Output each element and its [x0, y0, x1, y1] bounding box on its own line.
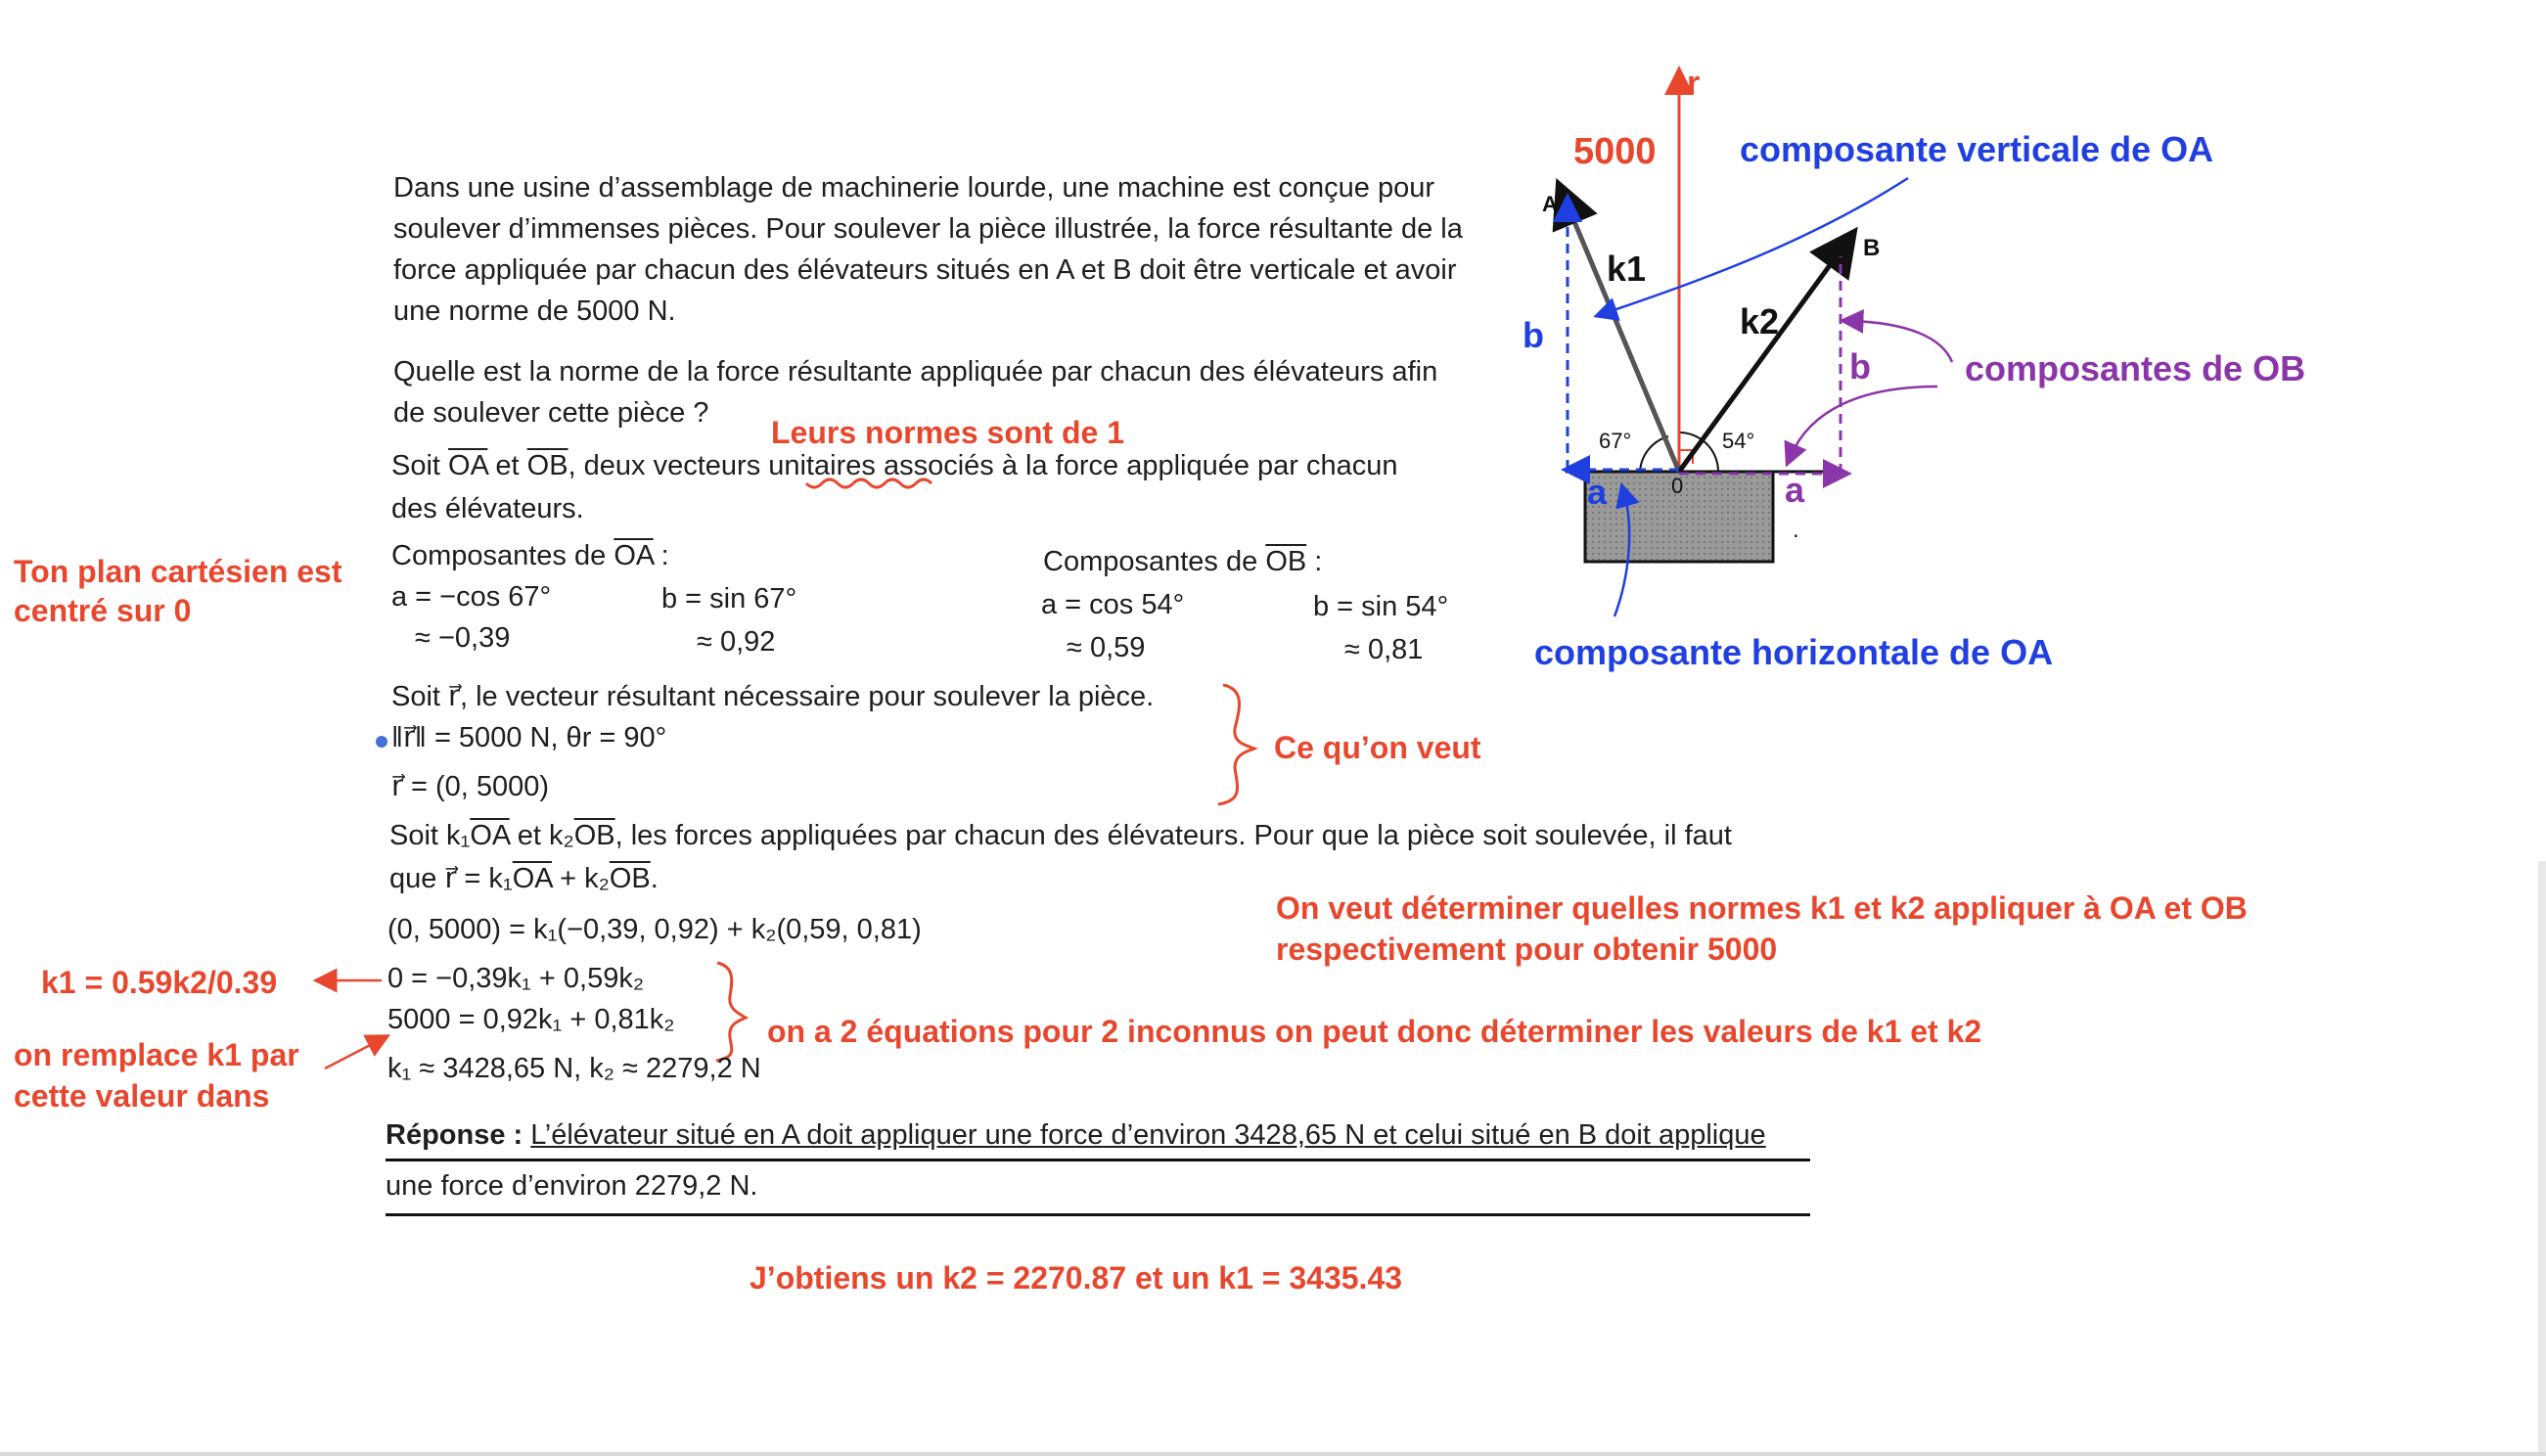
r-vector: r⃗ = (0, 5000) [391, 771, 550, 802]
oa-header-vector: $\overline{OA}$ [614, 540, 654, 571]
label-vertical-oa: composante verticale de OA [1740, 129, 2214, 169]
ob-header [1043, 546, 1322, 578]
ob-a: a = cos 54° [1041, 589, 1185, 620]
label-O: 0 [1671, 474, 1684, 498]
label-dot: . [1793, 517, 1799, 543]
intro-line-3: force appliquée par chacun des élévateurs situés en A et B doit être verticale et avoir [393, 254, 1457, 286]
k-line-2-oa: $\overline{OA}$ [512, 863, 553, 894]
annotation-k1-expression: k1 = 0.59k2/0.39 [41, 965, 278, 1000]
label-B: B [1863, 235, 1881, 261]
equation-1: 0 = −0,39k₁ + 0,59k₂ [387, 963, 645, 994]
annotation-remplace-2: cette valeur dans [14, 1078, 270, 1114]
k-line-1-oa: $\overline{OA}$ [470, 820, 510, 851]
label-k2: k2 [1740, 301, 1780, 341]
equation-main: (0, 5000) = k₁(−0,39, 0,92) + k₂(0,59, 0,81) [387, 914, 922, 945]
label-angle-67: 67° [1599, 429, 1632, 453]
label-b-left: b [1523, 315, 1544, 355]
ob-vector [1679, 247, 1843, 472]
equation-2: 5000 = 0,92k₁ + 0,81k₂ [387, 1004, 675, 1035]
vector-oa: $\overline{OA}$ [448, 450, 488, 481]
result-line: k₁ ≈ 3428,65 N, k₂ ≈ 2279,2 N [387, 1053, 761, 1084]
oa-a-value: ≈ −0,39 [415, 622, 511, 654]
annotation-remplace-1: on remplace k1 par [14, 1037, 299, 1072]
label-k1: k1 [1607, 249, 1647, 289]
annotation-determiner-1: On veut déterminer quelles normes k1 et k2 appliquer à OA et OB [1276, 890, 2248, 926]
annotation-determiner-2: respectivement pour obtenir 5000 [1276, 932, 1778, 967]
label-a-left: a [1587, 472, 1608, 512]
ob-a-pointer [1791, 387, 1937, 456]
ob-a-value: ≈ 0,59 [1067, 632, 1146, 663]
k-line-2-a: que r⃗ = k₁ [389, 863, 513, 894]
soit-line [391, 450, 1398, 482]
answer-rule-2 [386, 1213, 1810, 1216]
k-line-1-a: Soit k₁ [389, 820, 471, 851]
annotation-ce-qu-on-veut: Ce qu’on veut [1274, 730, 1481, 765]
k-line-2-c: . [650, 863, 659, 894]
annotation-deux-equations: on a 2 équations pour 2 inconnus on peut donc déterminer les valeurs de k1 et k2 [767, 1014, 1982, 1049]
label-composantes-ob: composantes de OB [1965, 348, 2306, 388]
question-line-1: Quelle est la norme de la force résultante appliquée par chacun des élévateurs afin [393, 356, 1438, 387]
label-5000: 5000 [1573, 131, 1657, 172]
label-b-right: b [1849, 346, 1871, 387]
r-norm: ‖r⃗‖ = 5000 N, θr = 90° [391, 722, 667, 753]
et-part: et [487, 450, 527, 481]
intro-line-4: une norme de 5000 N. [393, 296, 676, 327]
annotation-normes: Leurs normes sont de 1 [771, 415, 1124, 450]
intro-line-1: Dans une usine d’assemblage de machinerie lourde, une machine est conçue pour [393, 172, 1434, 204]
associes-part: associés à la force appliquée par chacun [875, 450, 1398, 481]
answer-line-2: une force d’environ 2279,2 N. [386, 1170, 758, 1202]
soit-line-2: des élévateurs. [391, 493, 584, 524]
intro-line-2: soulever d’immenses pièces. Pour soulever la pièce illustrée, la force résultante de la [393, 213, 1463, 245]
right-edge-shadow [2538, 861, 2546, 1456]
ob-b: b = sin 54° [1313, 591, 1449, 622]
annotation-obtiens: J’obtiens un k2 = 2270.87 et un k1 = 3435.43 [750, 1260, 1403, 1296]
answer-label: Réponse : [386, 1119, 523, 1151]
answer-rule-1 [386, 1159, 1810, 1161]
ob-b-value: ≈ 0,81 [1344, 634, 1424, 665]
blue-dot [376, 736, 387, 748]
oa-header-colon: : [653, 540, 669, 571]
oa-a: a = −cos 67° [391, 581, 552, 613]
k-line-1-b: et k₂ [509, 820, 574, 851]
remplace-pointer [325, 1040, 380, 1069]
annotation-plan-1: Ton plan cartésien est [14, 554, 342, 589]
bottom-edge [0, 1452, 2546, 1456]
ob-header-colon: : [1306, 546, 1323, 577]
soit-part: Soit [391, 450, 449, 481]
answer-line-1 [386, 1119, 1766, 1152]
question-line-2: de soulever cette pièce ? [393, 397, 709, 429]
label-a-right: a [1785, 470, 1805, 510]
label-horizontal-oa: composante horizontale de OA [1534, 632, 2054, 672]
unitaires-word: unitaires [768, 450, 876, 481]
label-A: A [1542, 192, 1558, 216]
k-line-2-b: + k₂ [552, 863, 610, 894]
brace-ce-qu-on-veut [1218, 685, 1254, 804]
label-angle-54: 54° [1722, 429, 1755, 453]
ob-header-text: Composantes de [1043, 546, 1266, 577]
oa-header-text: Composantes de [391, 540, 614, 571]
oa-header [391, 540, 669, 572]
k-line-1-c: , les forces appliquées par chacun des élévateurs. Pour que la pièce soit soulevée, il faut [614, 820, 1732, 851]
brace-equations [716, 963, 746, 1061]
ob-header-vector: $\overline{OB}$ [1265, 546, 1307, 577]
k-line-2-ob: $\overline{OB}$ [609, 863, 651, 894]
deux-vecteurs: , deux vecteurs [568, 450, 769, 481]
oa-b-value: ≈ 0,92 [697, 626, 776, 658]
annotation-plan-2: centré sur 0 [14, 593, 192, 628]
label-r: r [1687, 65, 1701, 102]
r-intro: Soit r⃗, le vecteur résultant nécessaire pour soulever la pièce. [391, 681, 1155, 712]
k-line-1-ob: $\overline{OB}$ [573, 820, 615, 851]
k-line-1 [389, 820, 1732, 852]
k-line-2 [389, 861, 659, 895]
vector-ob: $\overline{OB}$ [526, 450, 568, 481]
oa-b: b = sin 67° [661, 583, 797, 614]
answer-text-1: L’élévateur situé en A doit appliquer une force d’environ 3428,65 N et celui situé en B doit applique [530, 1119, 1766, 1151]
